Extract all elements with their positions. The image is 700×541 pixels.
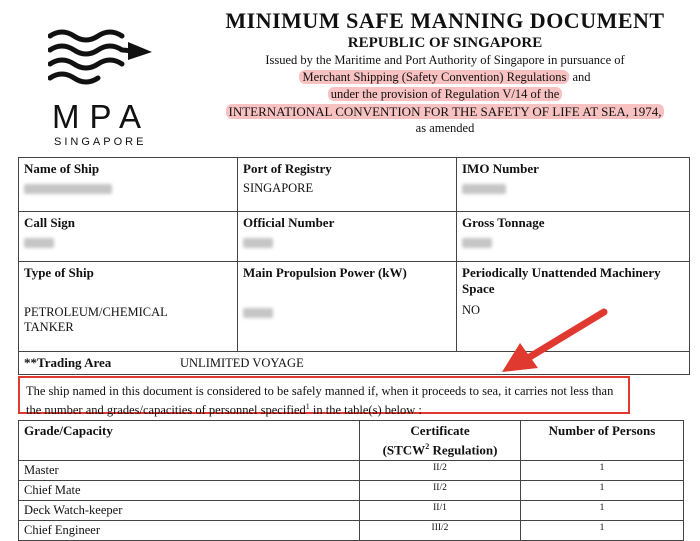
redacted-imo [462, 184, 506, 194]
redacted-gross-tonnage [462, 238, 492, 248]
type-of-ship-cell: Type of Ship PETROLEUM/CHEMICAL TANKER [19, 262, 238, 352]
logo-wordmark: MPA [52, 98, 152, 135]
regulations-highlight: Merchant Shipping (Safety Convention) Regulations [299, 70, 569, 84]
logo-subtitle: SINGAPORE [54, 136, 147, 148]
official-number-cell: Official Number [238, 212, 457, 262]
table-row: Deck Watch-keeper II/1 1 [19, 501, 684, 521]
wave-logo-icon [48, 28, 158, 90]
document-header [200, 8, 690, 137]
grade-capacity-header: Grade/Capacity [19, 421, 360, 461]
document-subtitle: REPUBLIC OF SINGAPORE [347, 35, 543, 51]
provision-highlight: under the provision of Regulation V/14 of the [328, 87, 563, 101]
convention-line [200, 103, 690, 120]
type-value: PETROLEUM/CHEMICAL TANKER [24, 305, 168, 334]
port-value: SINGAPORE [243, 181, 314, 195]
gross-tonnage-cell: Gross Tonnage [457, 212, 690, 262]
ship-info-table [18, 157, 690, 375]
name-of-ship-cell: Name of Ship [19, 158, 238, 212]
redacted-call-sign [24, 238, 54, 248]
call-sign-cell: Call Sign [19, 212, 238, 262]
redacted-official-number [243, 238, 273, 248]
document-title: MINIMUM SAFE MANNING DOCUMENT [225, 8, 665, 33]
redacted-ship-name [24, 184, 112, 194]
main-propulsion-power-cell: Main Propulsion Power (kW) [238, 262, 457, 352]
redacted-power [243, 308, 273, 318]
provision-line [200, 86, 690, 103]
regulations-line: Merchant Shipping (Safety Convention) Regulations and [200, 69, 690, 86]
trading-area-value: UNLIMITED VOYAGE [180, 356, 304, 370]
convention-highlight: INTERNATIONAL CONVENTION FOR THE SAFETY OF LIFE AT SEA, 1974, [226, 104, 665, 119]
port-of-registry-cell: Port of Registry SINGAPORE [238, 158, 457, 212]
table-row: Chief Mate II/2 1 [19, 481, 684, 501]
certificate-header: Certificate (STCW$^2$ Regulation) [360, 421, 521, 461]
table-row: Master II/2 1 [19, 461, 684, 481]
unattended-machinery-cell: Periodically Unattended Machinery Space NO [457, 262, 690, 352]
table-row: Chief Engineer III/2 1 [19, 521, 684, 541]
trading-area-cell [19, 352, 690, 375]
trading-area-label: **Trading Area [24, 355, 112, 370]
number-of-persons-header: Number of Persons [521, 421, 684, 461]
amended-line: as amended [415, 121, 475, 135]
safe-manning-statement: The ship named in this document is considered to be safely manned if, when it proceeds to sea, it carries not less than the number and grades/capacities of personnel specified$^1$ in the table(s) below : [18, 376, 630, 414]
issued-by-line: Issued by the Maritime and Port Authority of Singapore in pursuance of [265, 53, 625, 67]
crew-table [18, 420, 684, 541]
machinery-value: NO [462, 303, 481, 317]
imo-number-cell: IMO Number [457, 158, 690, 212]
